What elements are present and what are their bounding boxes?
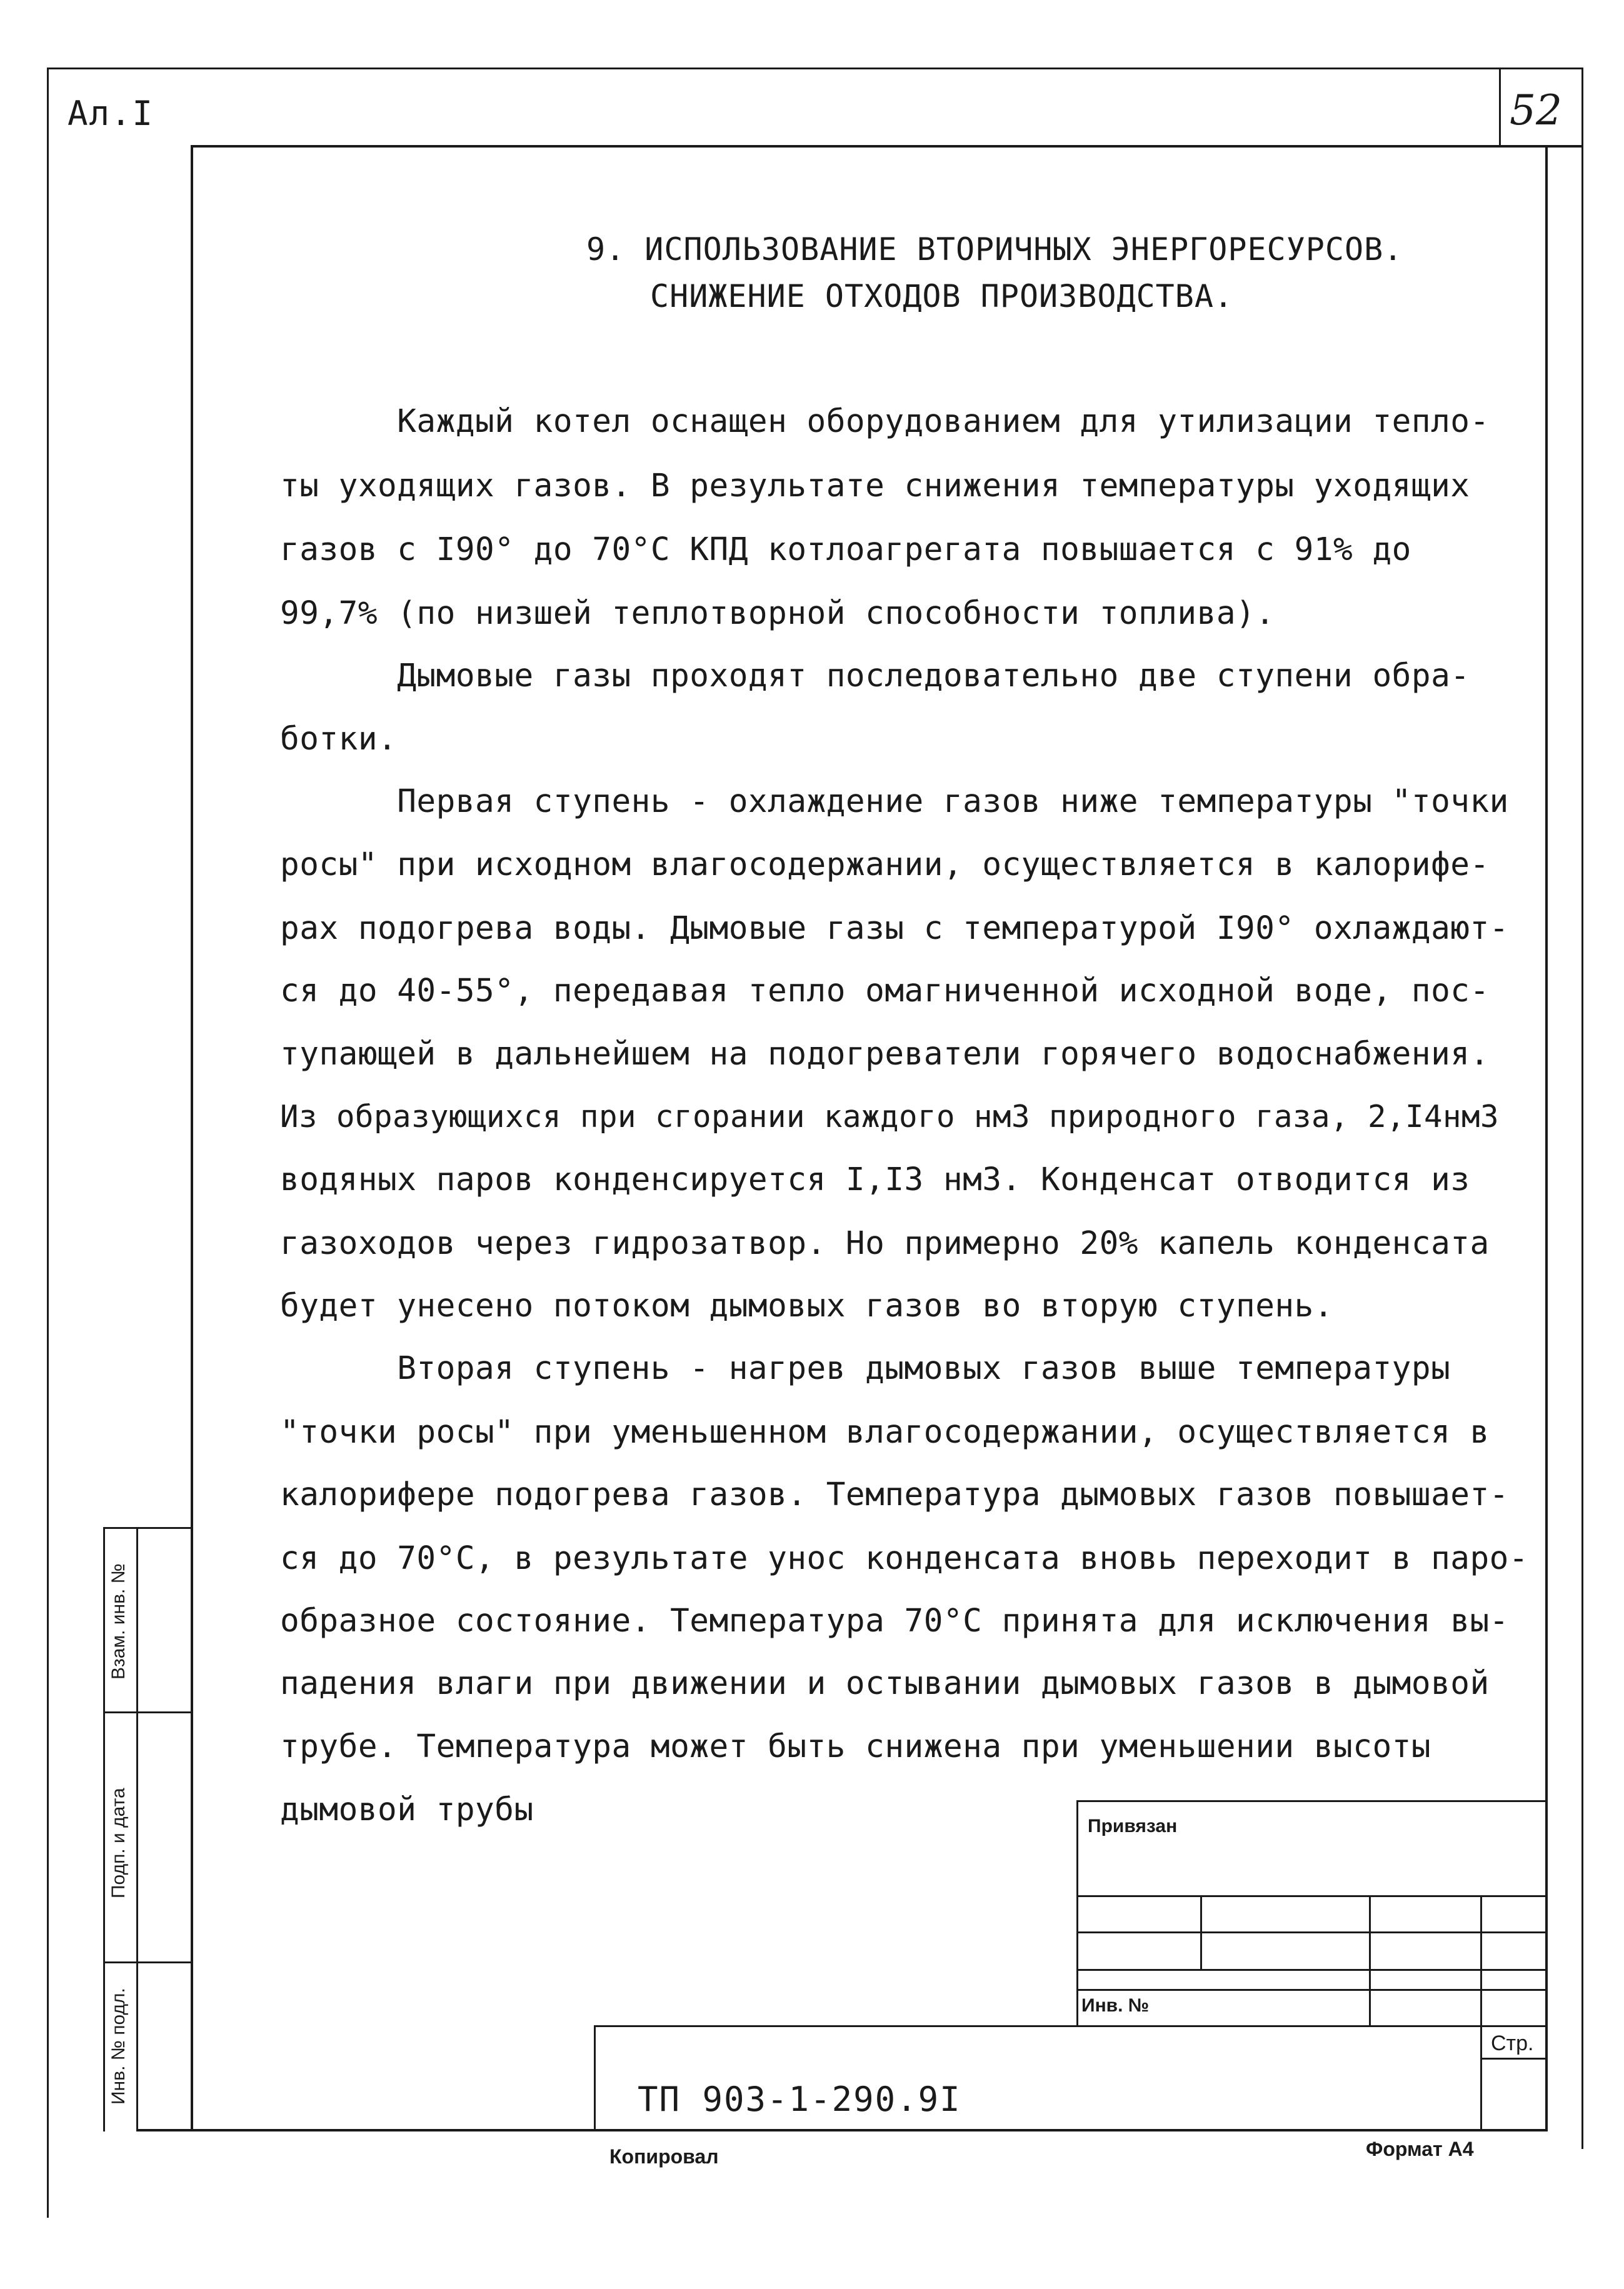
body-line: трубе. Температура может быть снижена при уменьшении высоты xyxy=(280,1728,1431,1765)
body-line: 99,7% (по низшей теплотворной способности топлива). xyxy=(280,595,1275,632)
body-line: газов с I90° до 70°С КПД котлоагрегата повышается с 91% до xyxy=(280,531,1411,568)
outer-frame-left xyxy=(47,68,49,2218)
body-line: будет унесено потоком дымовых газов во вторую ступень. xyxy=(280,1288,1334,1325)
body-line: "точки росы" при уменьшенном влагосодержании, осуществляется в xyxy=(280,1414,1490,1451)
sheet-label: Ал.I xyxy=(68,94,154,133)
footer-copied: Копировал xyxy=(609,2145,719,2168)
body-line: ботки. xyxy=(280,721,398,758)
document-code: ТП 903-1-290.9I xyxy=(638,2080,961,2119)
body-line: дымовой трубы xyxy=(280,1791,534,1828)
inner-frame-bottom xyxy=(136,2129,1548,2131)
body-line: ся до 40-55°, передавая тепло омагниченной исходной воде, пос- xyxy=(280,973,1490,1009)
body-line: падения влаги при движении и остывании дымовых газов в дымовой xyxy=(280,1665,1490,1702)
page-number: 52 xyxy=(1510,86,1562,134)
stamp-row-2 xyxy=(1076,1931,1548,1933)
body-line: калорифере подогрева газов. Температура дымовых газов повышает- xyxy=(280,1476,1509,1513)
inner-frame-right xyxy=(1545,145,1548,2131)
stamp-col-1 xyxy=(1200,1895,1202,1969)
section-title-line-1: 9. ИСПОЛЬЗОВАНИЕ ВТОРИЧНЫХ ЭНЕРГОРЕСУРСОВ. xyxy=(586,231,1403,268)
stamp-inv-label: Инв. № xyxy=(1081,1995,1150,2016)
section-title-line-2: СНИЖЕНИЕ ОТХОДОВ ПРОИЗВОДСТВА. xyxy=(650,278,1234,314)
body-line: Первая ступень - охлаждение газов ниже температуры "точки xyxy=(280,783,1509,820)
outer-frame-top xyxy=(47,68,1583,69)
side-stamp-div-2 xyxy=(103,1961,193,1963)
inner-frame-left xyxy=(191,145,193,2131)
stamp-page-label: Стр. xyxy=(1491,2031,1534,2055)
stamp-row-3 xyxy=(1076,1969,1548,1971)
body-line: росы" при исходном влагосодержании, осуществляется в калорифе- xyxy=(280,846,1490,883)
body-line: образное состояние. Температура 70°С принята для исключения вы- xyxy=(280,1603,1509,1640)
body-line: Каждый котел оснащен оборудованием для утилизации тепло- xyxy=(280,403,1490,440)
body-line: тупающей в дальнейшем на подогреватели горячего водоснабжения. xyxy=(280,1036,1490,1073)
footer-format: Формат А4 xyxy=(1366,2138,1474,2160)
side-stamp-div-1 xyxy=(103,1711,193,1713)
stamp-top xyxy=(1076,1800,1548,1802)
stamp-row-4 xyxy=(1076,1989,1548,1991)
title-block-top xyxy=(594,2025,1548,2027)
side-stamp-top xyxy=(103,1527,193,1529)
stamp-col-2 xyxy=(1369,1895,1371,2025)
body-line: ты уходящих газов. В результате снижения температуры уходящих xyxy=(280,468,1470,504)
body-line: Вторая ступень - нагрев дымовых газов выше температуры xyxy=(280,1350,1451,1387)
side-stamp-left xyxy=(103,1527,105,2131)
side-label-inv-orig: Инв. № подл. xyxy=(108,1988,129,2105)
body-line: газоходов через гидрозатвор. Но примерно 20% капель конденсата xyxy=(280,1225,1490,1262)
page-number-box-left xyxy=(1499,68,1501,148)
side-label-sign-date: Подп. и дата xyxy=(108,1788,129,1898)
outer-frame-right xyxy=(1581,68,1583,2149)
stamp-bound-label: Привязан xyxy=(1088,1816,1178,1836)
inner-frame-top xyxy=(191,145,1581,148)
body-line: водяных паров конденсируется I,I3 нм3. Конденсат отводится из xyxy=(280,1161,1470,1198)
stamp-left-upper xyxy=(1076,1800,1078,2025)
title-block-page-div xyxy=(1480,2058,1548,2060)
stamp-col-3 xyxy=(1480,1895,1482,2129)
body-line: Из образующихся при сгорании каждого нм3 природного газа, 2,I4нм3 xyxy=(280,1099,1500,1134)
body-line: рах подогрева воды. Дымовые газы с температурой I90° охлаждают- xyxy=(280,910,1509,947)
stamp-row-1 xyxy=(1076,1895,1548,1897)
body-line: Дымовые газы проходят последовательно две ступени обра- xyxy=(280,658,1470,694)
body-line: ся до 70°С, в результате унос конденсата вновь переходит в паро- xyxy=(280,1540,1529,1577)
side-label-replace-inv: Взам. инв. № xyxy=(108,1563,129,1680)
title-block-left xyxy=(594,2025,596,2131)
side-stamp-mid xyxy=(136,1527,138,2131)
